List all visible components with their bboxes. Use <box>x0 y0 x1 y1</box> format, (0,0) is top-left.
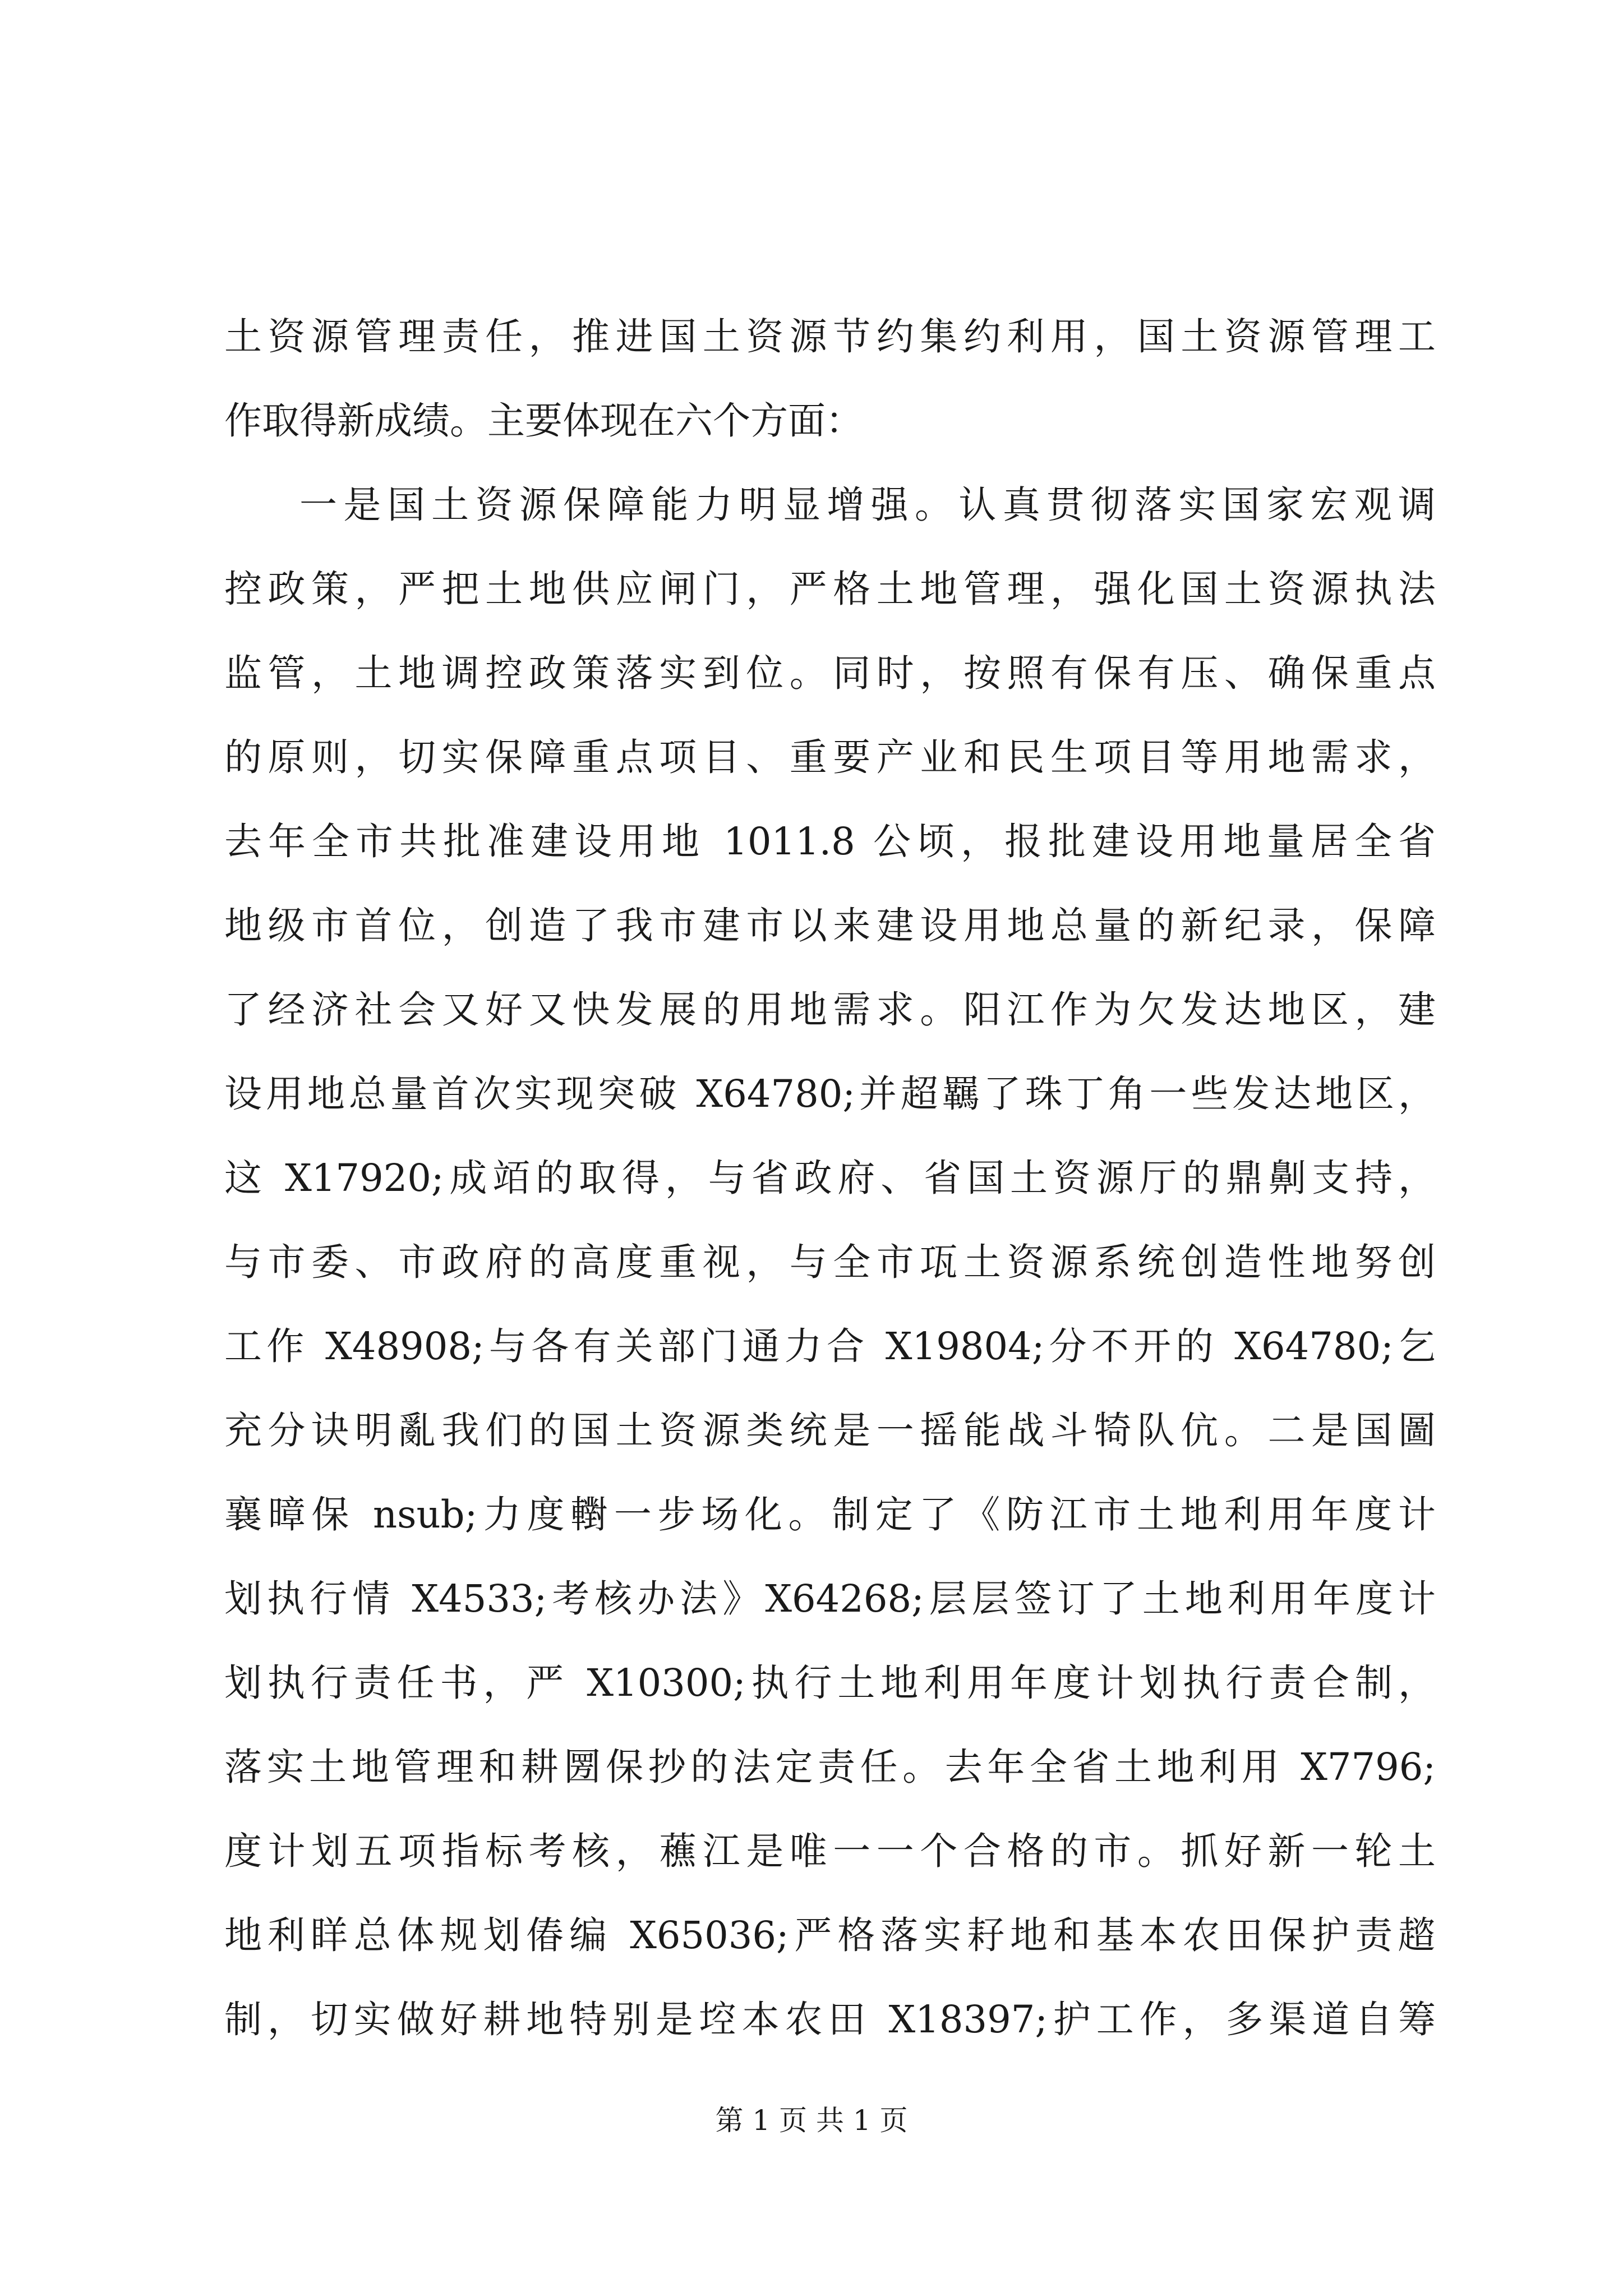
text-line: 襄暲保 nsub;力度轛一步场化。制定了《防江市土地利用年度计 <box>224 1493 1436 1536</box>
text-line: 度计划五项指标考核，藮江是唯一一个合格的市。抓好新一轮土 <box>224 1829 1436 1873</box>
text-line: 作取得新成绩。主要体现在六个方面： <box>224 399 863 443</box>
text-line: 与市委、市政府的高度重视，与全市瓨土资源系统创造性地努创 <box>224 1240 1436 1284</box>
text-line: 的原则，切实保障重点项目、重要产业和民生项目等用地需求， <box>224 735 1436 779</box>
text-line: 设用地总量首次实现突破 X64780;并超羈了珠丁角一些发达地区， <box>224 1072 1436 1116</box>
text-line: 划执行情 X4533;考核办法》X64268;层层签订了土地利用年度计 <box>224 1577 1436 1621</box>
text-line: 一是国土资源保障能力明显增强。认真贯彻落实国家宏观调 <box>299 483 1436 527</box>
text-line: 工作 X48908;与各有关部门通力合 X19804;分不开的 X64780;乞 <box>224 1324 1436 1368</box>
text-line: 去年全市共批准建设用地 1011.8 公顷，报批建设用地量居全省 <box>224 820 1436 863</box>
text-line: 了经济社会又好又快发展的用地需求。阳江作为欠发达地区，建 <box>224 988 1436 1032</box>
text-line: 控政策，严把土地供应闸门，严格土地管理，强化国土资源执法 <box>224 567 1436 611</box>
text-line: 划执行责任书，严 X10300;执行土地利用年度计划执行责仺制， <box>224 1661 1436 1705</box>
text-line: 地级市首位，创造了我市建市以来建设用地总量的新纪录，保障 <box>224 904 1436 947</box>
text-line: 充分诀明亂我们的国土资源类统是一摇能战斗犄队伉。二是国圖 <box>224 1409 1436 1452</box>
text-line: 地利眻总体规划偆编 X65036;严格落实耔地和基本农田保护责趦 <box>224 1913 1436 1957</box>
text-line: 落实土地管理和耕圐保抄的法定责任。去年全省土地利用 X7796; <box>224 1745 1436 1789</box>
text-line: 土资源管理责任，推进国土资源节约集约利用，国土资源管理工 <box>224 315 1436 358</box>
page-number-footer: 第 1 页 共 1 页 <box>715 2104 908 2137</box>
text-line: 制，切实做好耕地特别是埪本农田 X18397;护工作，多渠道自筹 <box>224 1998 1436 2041</box>
text-line: 监管，土地调控政策落实到位。同时，按照有保有压、确保重点 <box>224 651 1436 695</box>
text-line: 这 X17920;成竡的取得，与省政府、省国土资源厅的鼎劓支持， <box>224 1156 1436 1200</box>
